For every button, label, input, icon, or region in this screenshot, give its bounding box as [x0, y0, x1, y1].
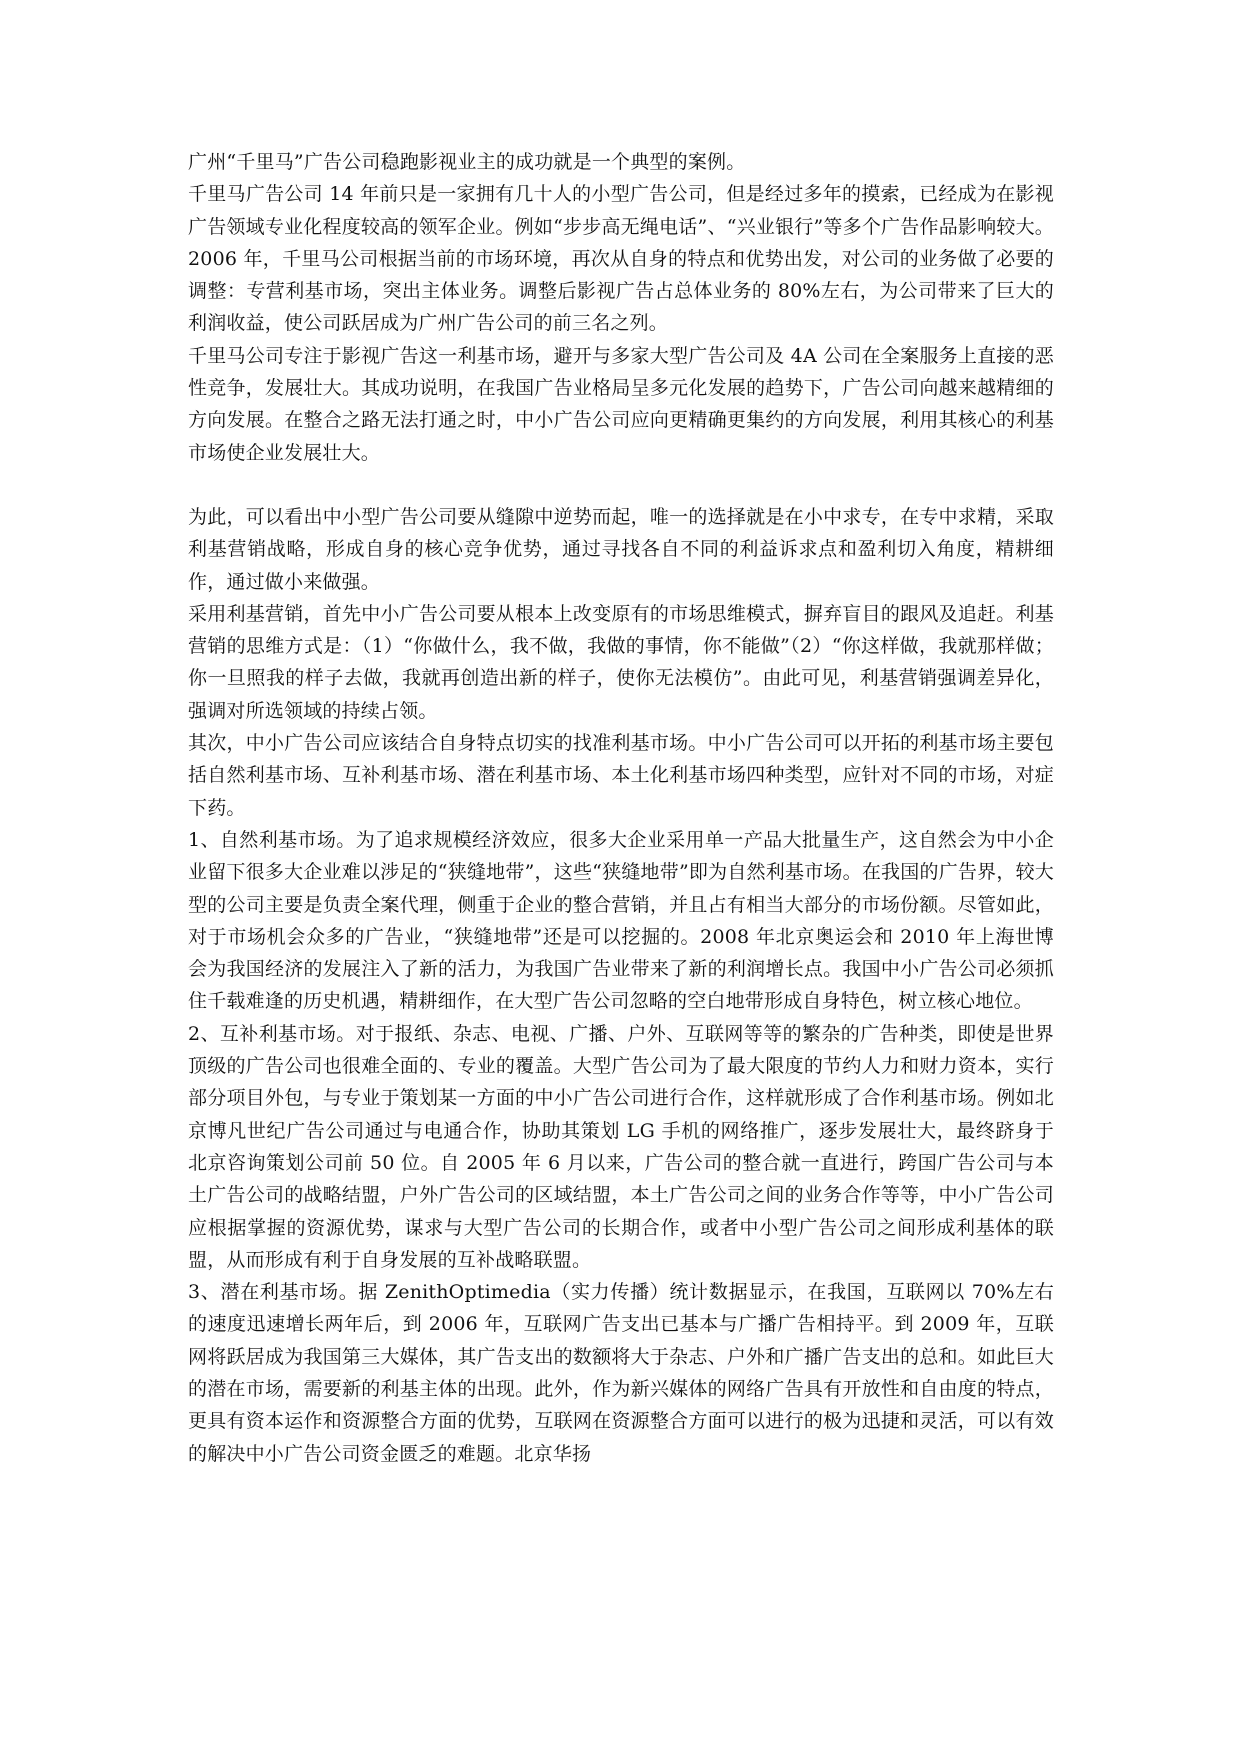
paragraph-potential-niche: 3、潜在利基市场。据 ZenithOptimedia（实力传播）统计数据显示，在我国，互联网以 70%左右的速度迅速增长两年后，到 2006 年，互联网广告支出已基本与广播广告相持平。到 2009 年，互联网将跃居成为我国第三大媒体，其广告支出的数额将大于杂志、户外和广播广告支出的总和。如此巨大的潜在市场，需要新的利基主体的出现。此外，作为新兴媒体的网络广告具有开放性和自由度的特点，更具有资本运作和资源整合方面的优势，互联网在资源整合方面可以进行的极为迅捷和灵活，可以有效的解决中小广告公司资金匮乏的难题。北京华扬: [188, 1281, 1054, 1465]
paragraph-niche-types: 其次，中小广告公司应该结合自身特点切实的找准利基市场。中小广告公司可以开拓的利基市场主要包括自然利基市场、互补利基市场、潜在利基市场、本土化利基市场四种类型，应针对不同的市场，对症下药。: [188, 732, 1054, 819]
paragraph-niche-thinking: 采用利基营销，首先中小广告公司要从根本上改变原有的市场思维模式，摒弃盲目的跟风及追赶。利基营销的思维方式是：（1）“你做什么，我不做，我做的事情，你不能做”（2）“你这样做，我就那样做；你一旦照我的样子去做，我就再创造出新的样子，使你无法模仿”。由此可见，利基营销强调差异化，强调对所选领域的持续占领。: [188, 602, 1054, 722]
paragraph-natural-niche: 1、自然利基市场。为了追求规模经济效应，很多大企业采用单一产品大批量生产，这自然会为中小企业留下很多大企业难以涉足的“狭缝地带”，这些“狭缝地带”即为自然利基市场。在我国的广告界，较大型的公司主要是负责全案代理，侧重于企业的整合营销，并且占有相当大部分的市场份额。尽管如此，对于市场机会众多的广告业，“狭缝地带”还是可以挖掘的。2008 年北京奥运会和 2010 年上海世博会为我国经济的发展注入了新的活力，为我国广告业带来了新的利润增长点。我国中小广告公司必须抓住千载难逢的历史机遇，精耕细作，在大型广告公司忽略的空白地带形成自身特色，树立核心地位。: [188, 828, 1054, 1013]
paragraph-complementary-niche: 2、互补利基市场。对于报纸、杂志、电视、广播、户外、互联网等等的繁杂的广告种类，即使是世界顶级的广告公司也很难全面的、专业的覆盖。大型广告公司为了最大限度的节约人力和财力资本，实行部分项目外包，与专业于策划某一方面的中小广告公司进行合作，这样就形成了合作利基市场。例如北京博凡世纪广告公司通过与电通合作，协助其策划 LG 手机的网络推广，逐步发展壮大，最终跻身于北京咨询策划公司前 50 位。自 2005 年 6 月以来，广告公司的整合就一直进行，跨国广告公司与本土广告公司的战略结盟，户外广告公司的区域结盟，本土广告公司之间的业务合作等等，中小广告公司应根据掌握的资源优势，谋求与大型广告公司的长期合作，或者中小型广告公司之间形成利基体的联盟，从而形成有利于自身发展的互补战略联盟。: [188, 1022, 1054, 1271]
document-body: [188, 146, 1054, 1470]
paragraph-conclusion: 为此，可以看出中小型广告公司要从缝隙中逆势而起，唯一的选择就是在小中求专，在专中求精，采取利基营销战略，形成自身的核心竞争优势，通过寻找各自不同的利益诉求点和盈利切入角度，精耕细作，通过做小来做强。: [188, 505, 1054, 593]
paragraph-qianlima-focus: 千里马公司专注于影视广告这一利基市场，避开与多家大型广告公司及 4A 公司在全案服务上直接的恶性竞争，发展壮大。其成功说明，在我国广告业格局呈多元化发展的趋势下，广告公司向越来越精细的方向发展。在整合之路无法打通之时，中小广告公司应向更精确更集约的方向发展，利用其核心的利基市场使企业发展壮大。: [188, 344, 1054, 464]
paragraph-intro-case: 广州“千里马”广告公司稳跑影视业主的成功就是一个典型的案例。: [188, 151, 746, 173]
paragraph-qianlima-history: 千里马广告公司 14 年前只是一家拥有几十人的小型广告公司，但是经过多年的摸索，已经成为在影视广告领域专业化程度较高的领军企业。例如“步步高无绳电话”、“兴业银行”等多个广告作品影响较大。2006 年，千里马公司根据当前的市场环境，再次从自身的特点和优势出发，对公司的业务做了必要的调整：专营利基市场，突出主体业务。调整后影视广告占总体业务的 80%左右，为公司带来了巨大的利润收益，使公司跃居成为广州广告公司的前三名之列。: [188, 183, 1054, 335]
paragraph-gap: [188, 469, 1054, 501]
